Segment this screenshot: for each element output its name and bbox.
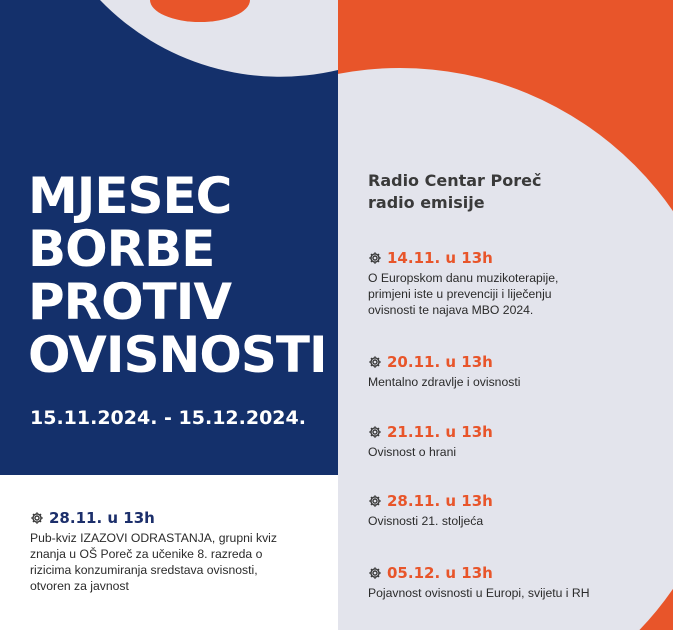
radio-event — [368, 352, 658, 390]
title-line: PROTIV — [28, 273, 232, 331]
event-date: 28.11. u 13h — [49, 509, 155, 527]
radio-event — [368, 491, 658, 529]
gear-icon — [368, 566, 382, 580]
title-line: BORBE — [28, 220, 215, 278]
event-description — [368, 374, 658, 390]
event-line: O Europskom danu muzikoterapije, — [368, 271, 559, 285]
radio-heading-line: Radio Centar Poreč — [368, 171, 542, 190]
radio-event — [368, 422, 658, 460]
event-line: primjeni iste u prevenciji i liječenju — [368, 287, 552, 301]
gear-icon — [368, 355, 382, 369]
event-date: 05.12. u 13h — [387, 564, 493, 582]
event-line: znanja u OŠ Poreč za učenike 8. razreda o — [30, 547, 263, 561]
event-line: rizicima konzumiranja sredstava ovisnosti, — [30, 563, 258, 577]
event-description — [30, 530, 330, 594]
event-line: Ovisnost o hrani — [368, 445, 457, 459]
event-line: Pojavnost ovisnosti u Europi, svijetu i RH — [368, 586, 590, 600]
event-date: 14.11. u 13h — [387, 249, 493, 267]
school-event — [30, 508, 330, 594]
event-description — [368, 513, 658, 529]
radio-event — [368, 563, 658, 601]
radio-heading — [368, 170, 541, 214]
event-date: 28.11. u 13h — [387, 492, 493, 510]
title-line: MJESEC — [28, 167, 232, 225]
event-line: ovisnosti te najava MBO 2024. — [368, 303, 534, 317]
gear-icon — [368, 425, 382, 439]
event-date: 20.11. u 13h — [387, 353, 493, 371]
title-line: OVISNOSTI — [28, 326, 327, 384]
radio-heading-line: radio emisije — [368, 193, 485, 212]
poster-title — [28, 167, 327, 384]
gear-icon — [30, 511, 44, 525]
date-range: 15.11.2024. - 15.12.2024. — [30, 407, 306, 429]
event-description — [368, 585, 658, 601]
event-line: otvoren za javnost — [30, 579, 129, 593]
event-line: Mentalno zdravlje i ovisnosti — [368, 375, 521, 389]
event-date: 21.11. u 13h — [387, 423, 493, 441]
radio-event — [368, 248, 658, 318]
event-line: Ovisnosti 21. stoljeća — [368, 514, 484, 528]
gear-icon — [368, 494, 382, 508]
gear-icon — [368, 251, 382, 265]
event-description — [368, 444, 658, 460]
event-description — [368, 270, 658, 318]
event-line: Pub-kviz IZAZOVI ODRASTANJA, grupni kviz — [30, 531, 277, 545]
